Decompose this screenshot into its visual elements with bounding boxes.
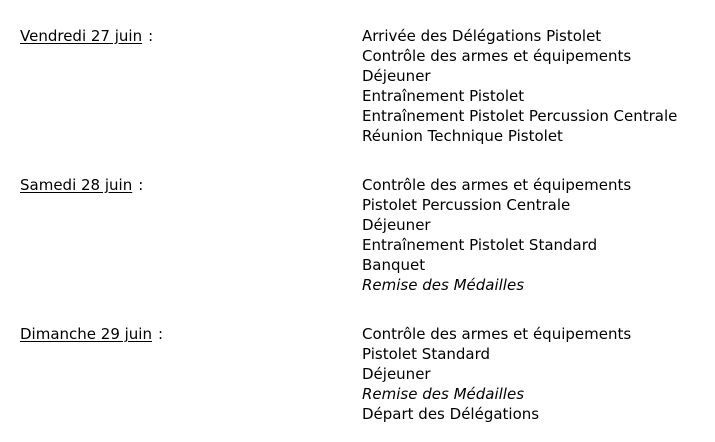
day-heading — [20, 26, 153, 46]
event-item: Déjeuner — [362, 365, 431, 383]
event-item: Entraînement Pistolet Percussion Centrale — [362, 107, 678, 125]
day-label: Dimanche 29 juin — [20, 325, 152, 343]
day-label-colon: : — [148, 27, 154, 45]
event-list — [362, 324, 631, 424]
event-item: Banquet — [362, 256, 426, 274]
event-item: Entraînement Pistolet Standard — [362, 236, 598, 254]
event-item: Pistolet Percussion Centrale — [362, 196, 571, 214]
day-heading — [20, 175, 143, 195]
event-item-medal-ceremony: Remise des Médailles — [362, 385, 525, 403]
event-list — [362, 175, 631, 295]
day-label: Samedi 28 juin — [20, 176, 133, 194]
event-item-medal-ceremony: Remise des Médailles — [362, 276, 525, 294]
event-item: Contrôle des armes et équipements — [362, 325, 632, 343]
event-item: Déjeuner — [362, 216, 431, 234]
event-item: Contrôle des armes et équipements — [362, 47, 632, 65]
event-list — [362, 26, 677, 146]
day-label-colon: : — [157, 325, 164, 343]
event-item: Contrôle des armes et équipements — [362, 176, 632, 194]
day-label-colon: : — [138, 176, 144, 194]
event-item: Réunion Technique Pistolet — [362, 127, 563, 145]
day-heading — [20, 324, 163, 344]
event-item: Pistolet Standard — [362, 345, 491, 363]
event-item: Départ des Délégations — [362, 405, 540, 423]
event-item: Entraînement Pistolet — [362, 87, 525, 105]
event-item: Arrivée des Délégations Pistolet — [362, 27, 602, 45]
event-item: Déjeuner — [362, 67, 431, 85]
day-label: Vendredi 27 juin — [20, 27, 143, 45]
